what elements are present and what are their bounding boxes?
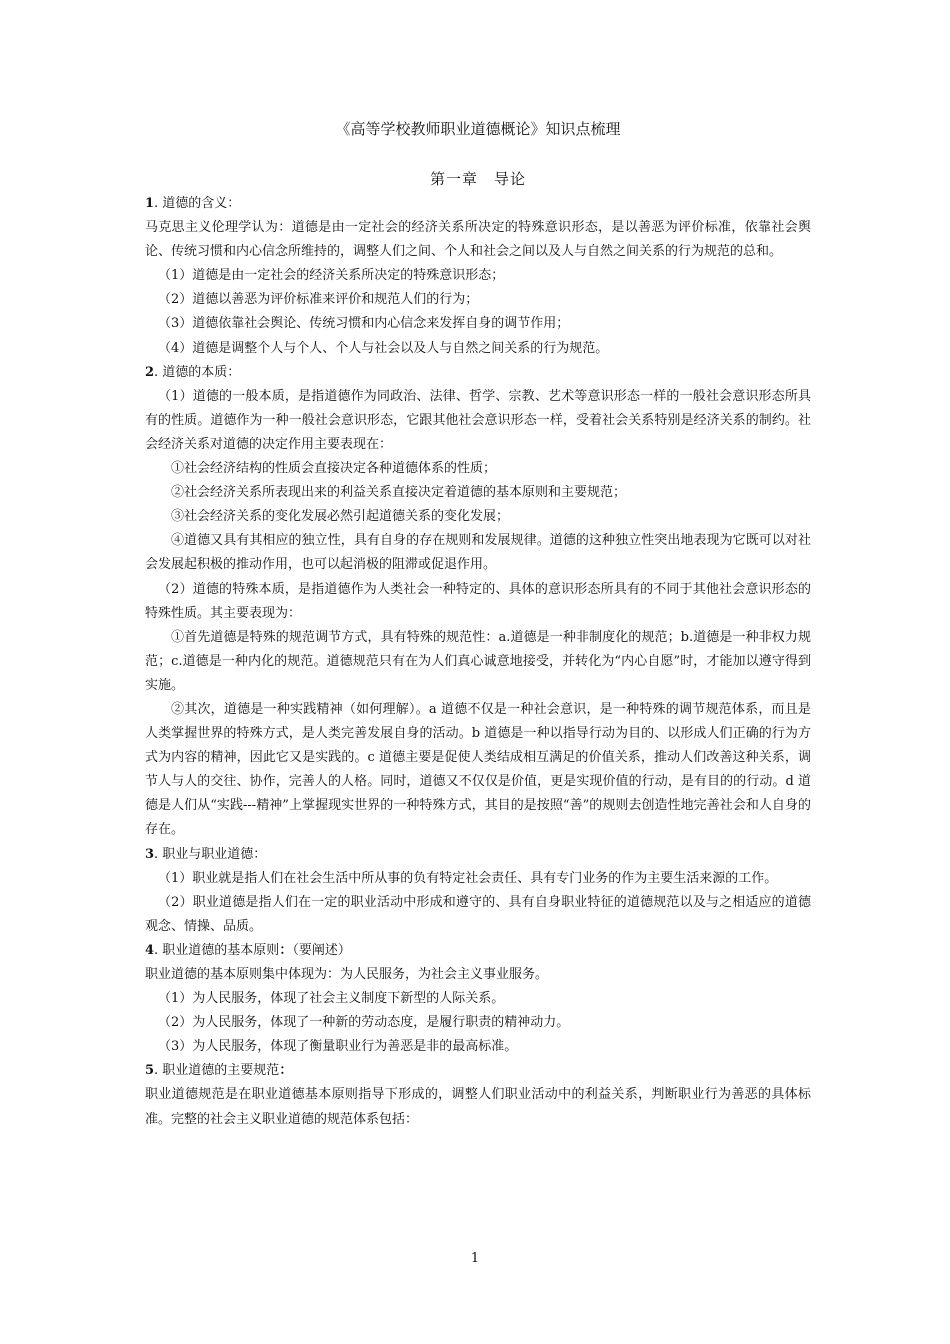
document-title: 《高等学校教师职业道德概论》知识点梳理 <box>335 120 621 138</box>
section-5-intro: 职业道德规范是在职业道德基本原则指导下形成的，调整人们职业活动中的利益关系，判断职业行为善恶的具体标准。完整的社会主义职业道德的规范体系包括： <box>145 1087 811 1127</box>
section-4-title: . 职业道德的基本原则 <box>154 942 280 958</box>
section-2-heading <box>145 361 811 385</box>
section-2-subitem: ②其次，道德是一种实践精神（如何理解）。a 道德不仅是一种社会意识，是一种特殊的调节规范体系，而且是人类掌握世界的特殊方式，是人类完善发展自身的活动。b 道德是一种以指导行动为目的、以形成人们正确的行为方式为内容的精神，因此它又是实践的。c 道德主要是促使人类结成相互满足的价值关系，推动人们改善这种关系，调节人与人的交往、协作，完善人的人格。同时，道德又不仅仅是价值，更是实现价值的行动，是有目的的行动。d 道德是人们从“实践---精神”上掌握现实世界的一种特殊方式，其目的是按照“善”的规则去创造性地完善社会和人自身的存在。 <box>145 701 811 838</box>
page-number: 1 <box>470 1251 480 1266</box>
section-1-number: 1 <box>145 196 155 211</box>
section-1-heading <box>145 192 811 216</box>
section-2-paragraph-2: （2）道德的特殊本质，是指道德作为人类社会一种特定的、具体的意识形态所具有的不同于其他社会意识形态的特殊性质。其主要表现为： <box>145 581 811 621</box>
section-2-number: 2 <box>145 364 155 380</box>
section-5-colon: ： <box>279 1063 293 1079</box>
chapter-heading: 第一章 导论 <box>429 170 526 188</box>
document-body <box>145 192 811 1132</box>
section-4-item: （3）为人民服务，体现了衡量职业行为善恶是非的最高标准。 <box>158 1039 518 1055</box>
section-5-title: . 职业道德的主要规范 <box>154 1063 280 1079</box>
section-2-subitem: ②社会经济关系所表现出来的利益关系直接决定着道德的基本原则和主要规范； <box>171 485 627 501</box>
section-2-subitem: ④道德又具有其相应的独立性，具有自身的存在规则和发展规律。道德的这种独立性突出地表现为它既可以对社会发展起积极的推动作用，也可以起消极的阻滞或促退作用。 <box>145 533 811 573</box>
section-2-paragraph-1: （1）道德的一般本质，是指道德作为同政治、法律、哲学、宗教、艺术等意识形态一样的一般社会意识形态所具有的性质。道德作为一种一般社会意识形态，它跟其他社会意识形态一样，受着社会关系特别是经济关系的制约。社会经济关系对道德的决定作用主要表现在： <box>145 388 811 452</box>
section-2-subitem: ①社会经济结构的性质会直接决定各种道德体系的性质； <box>171 461 497 477</box>
section-4-number: 4 <box>145 942 155 958</box>
section-4-item: （2）为人民服务，体现了一种新的劳动态度，是履行职责的精神动力。 <box>158 1015 570 1031</box>
section-1-item: （4）道德是调整个人与个人、个人与社会以及人与自然之间关系的行为规范。 <box>158 340 609 356</box>
section-5-heading <box>145 1059 811 1083</box>
section-2-subitem: ①首先道德是特殊的规范调节方式，具有特殊的规范性：a.道德是一种非制度化的规范；b.道德是一种非权力规范；c.道德是一种内化的规范。道德规范只有在为人们真心诚意地接受，并转化为“内心自愿”时，才能加以遵守得到实施。 <box>145 629 811 693</box>
section-3-paragraph: （1）职业就是指人们在社会生活中所从事的负有特定社会责任、具有专门业务的作为主要生活来源的工作。 <box>158 870 778 886</box>
section-4-colon: ： <box>279 942 293 958</box>
section-2-title: . 道德的本质： <box>154 364 241 380</box>
section-3-number: 3 <box>145 846 155 862</box>
section-4-item: （1）为人民服务，体现了社会主义制度下新型的人际关系。 <box>158 991 505 1007</box>
section-1-title: . 道德的含义： <box>154 196 241 211</box>
section-5-number: 5 <box>145 1063 155 1079</box>
section-1-item: （3）道德依靠社会舆论、传统习惯和内心信念来发挥自身的调节作用； <box>158 316 570 332</box>
section-1-intro: 马克思主义伦理学认为：道德是由一定社会的经济关系所决定的特殊意识形态，是以善恶为评价标准，依靠社会舆论、传统习惯和内心信念所维持的，调整人们之间、个人和社会之间以及人与自然之间关系的行为规范的总和。 <box>145 220 811 260</box>
section-4-heading <box>145 939 811 963</box>
section-4-intro: 职业道德的基本原则集中体现为：为人民服务，为社会主义事业服务。 <box>145 967 549 982</box>
section-3-title: . 职业与职业道德： <box>154 846 267 862</box>
section-3-paragraph: （2）职业道德是指人们在一定的职业活动中形成和遵守的、具有自身职业特征的道德规范以及与之相适应的道德观念、情操、品质。 <box>145 894 811 934</box>
section-2-subitem: ③社会经济关系的变化发展必然引起道德关系的变化发展； <box>171 509 510 525</box>
section-3-heading <box>145 843 811 867</box>
section-1-item: （1）道德是由一定社会的经济关系所决定的特殊意识形态； <box>158 268 505 284</box>
section-4-note: （要阐述） <box>292 942 351 958</box>
section-1-item: （2）道德以善恶为评价标准来评价和规范人们的行为； <box>158 292 479 308</box>
